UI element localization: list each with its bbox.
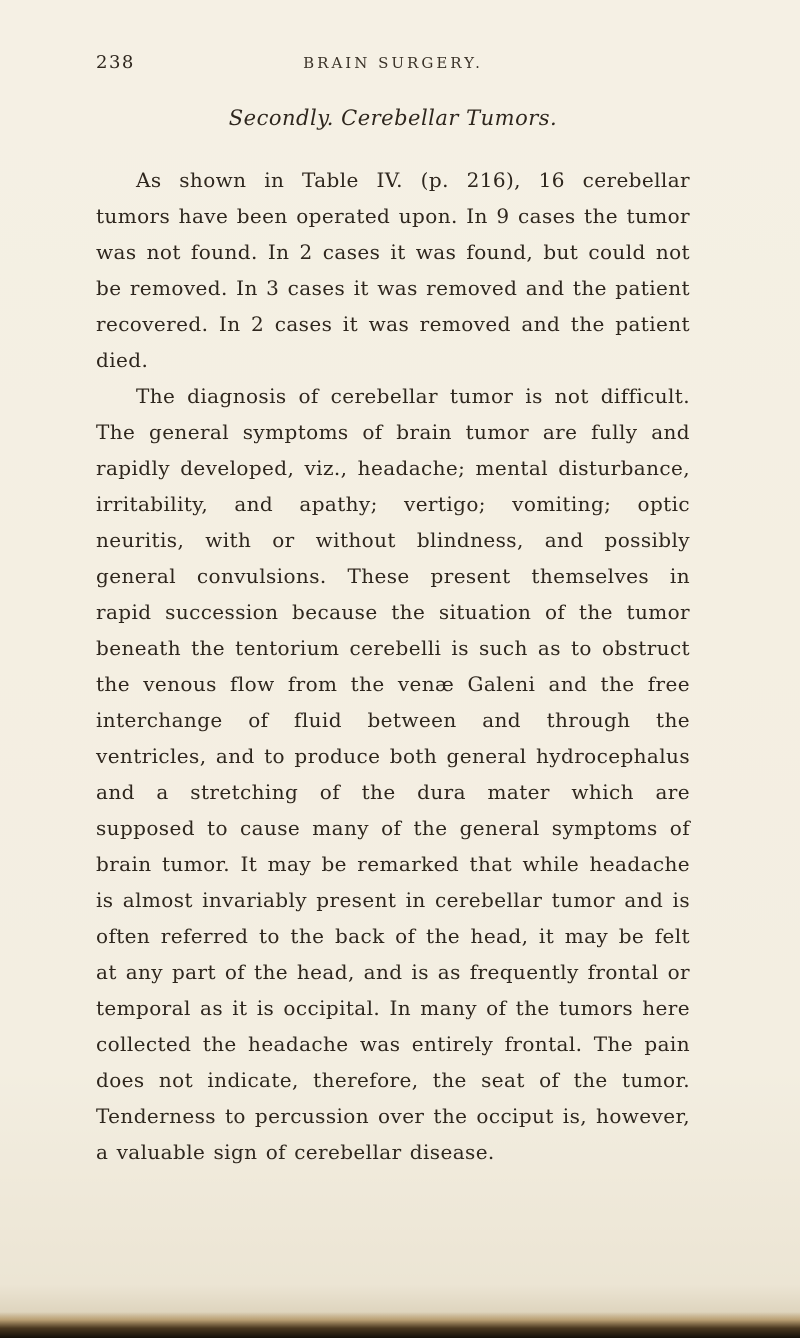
page-content [96, 50, 690, 1170]
section-title: Secondly. Cerebellar Tumors. [228, 106, 558, 130]
paragraph-1: As shown in Table IV. (p. 216), 16 cerebellar tumors have been operated upon. In 9 cases the tumor was not found. In 2 cases it was found, but could not be removed. In 3 cases it was removed and the patient recovered. In 2 cases it was removed and the patient died. [96, 168, 690, 372]
page-header [96, 50, 690, 80]
running-header: BRAIN SURGERY. [303, 54, 483, 72]
page-number: 238 [96, 52, 135, 73]
page-bottom-edge [0, 1312, 800, 1338]
paragraph-2: The diagnosis of cerebellar tumor is not difficult. The general symptoms of brain tumor are fully and rapidly developed, viz., headache; mental disturbance, irritability, and apathy; vertigo; vomiting; optic neuritis, with or without blindness, and possibly general convulsions. These present themselves in rapid succession because the situation of the tumor beneath the tentorium cerebelli is such as to obstruct the venous flow from the venæ Galeni and the free interchange of fluid between and through the ventricles, and to produce both general hydrocephalus and a stretching of the dura mater which are supposed to cause many of the general symptoms of brain tumor. It may be remarked that while headache is almost invariably present in cerebellar tumor and is often referred to the back of the head, it may be felt at any part of the head, and is as frequently frontal or temporal as it is occipital. In many of the tumors here collected the headache was entirely frontal. The pain does not indicate, therefore, the seat of the tumor. Tenderness to percussion over the occiput is, however, a valuable sign of cerebellar disease. [96, 384, 690, 1164]
